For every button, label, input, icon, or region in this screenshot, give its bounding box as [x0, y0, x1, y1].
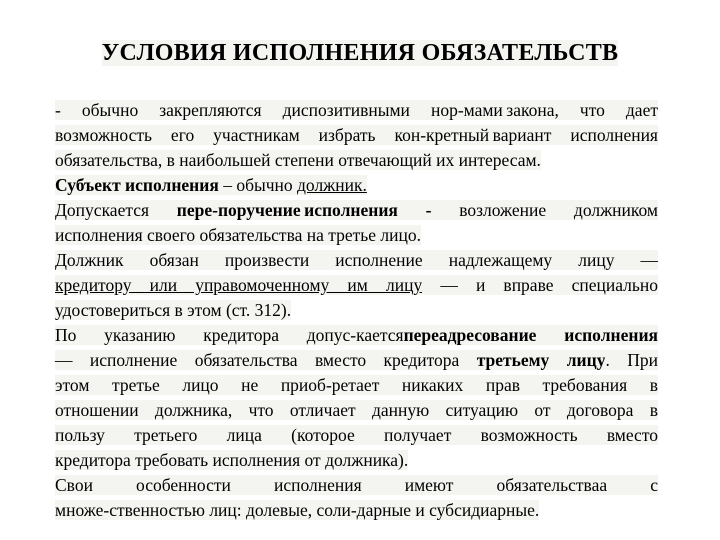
- text-line: [55, 223, 658, 248]
- text-run: пере-поручение исполнения -: [176, 200, 432, 220]
- text-run: По указанию кредитора допус-кается: [55, 325, 404, 345]
- text-line: [55, 448, 658, 473]
- text-line: [55, 273, 658, 298]
- text-run: Свои особенности исполнения имеют обязательстваа с: [55, 475, 658, 495]
- text-line: [55, 198, 658, 223]
- text-run: - обычно закрепляются диспозитивными нор-мами закона, что дает: [55, 100, 658, 120]
- text-run: обязательства, в наибольшей степени отвечающий их интересам.: [55, 150, 541, 170]
- text-line: [55, 398, 658, 423]
- text-run: переадресование исполнения: [403, 325, 658, 345]
- text-line: [55, 248, 658, 273]
- text-run: Субъект исполнения: [55, 175, 219, 195]
- text-line: [55, 173, 658, 198]
- text-run: — исполнение обязательства вместо кредитора: [55, 350, 477, 370]
- text-run: возложение должником: [431, 200, 659, 220]
- text-line: [55, 473, 658, 498]
- text-line: [55, 498, 658, 523]
- text-run: исполнения своего обязательства на третье лицо.: [55, 225, 422, 245]
- text-run: . При: [605, 350, 658, 370]
- text-run: кредитору или управомоченному им лицу: [55, 275, 423, 295]
- slide-body-text: [0, 98, 720, 523]
- text-run: — и вправе специально: [422, 275, 658, 295]
- text-run: должник.: [297, 175, 367, 195]
- slide-title: [0, 0, 720, 68]
- text-line: [55, 348, 658, 373]
- text-run: множе-ственностью лиц: долевые, соли-дарные и субсидиарные.: [55, 500, 540, 520]
- text-run: этом третье лицо не приоб-ретает никаких прав требования в: [55, 375, 658, 395]
- slide-title-text: УСЛОВИЯ ИСПОЛНЕНИЯ ОБЯЗАТЕЛЬСТВ: [101, 40, 619, 66]
- text-run: третьему лицу: [476, 350, 606, 370]
- text-run: кредитора требовать исполнения от должника).: [55, 450, 409, 470]
- text-line: [55, 423, 658, 448]
- text-run: возможность его участникам избрать кон-кретный вариант исполнения: [55, 125, 658, 145]
- text-line: [55, 373, 658, 398]
- text-run: – обычно: [218, 175, 298, 195]
- text-line: [55, 323, 658, 348]
- text-run: удостовериться в этом (ст. 312).: [55, 300, 292, 320]
- text-run: Должник обязан произвести исполнение надлежащему лицу —: [55, 250, 658, 270]
- text-run: пользу третьего лица (которое получает возможность вместо: [55, 425, 658, 445]
- text-line: [55, 298, 658, 323]
- text-line: [55, 148, 658, 173]
- text-line: [55, 123, 658, 148]
- text-run: Допускается: [55, 200, 177, 220]
- text-line: [55, 98, 658, 123]
- text-run: отношении должника, что отличает данную ситуацию от договора в: [55, 400, 658, 420]
